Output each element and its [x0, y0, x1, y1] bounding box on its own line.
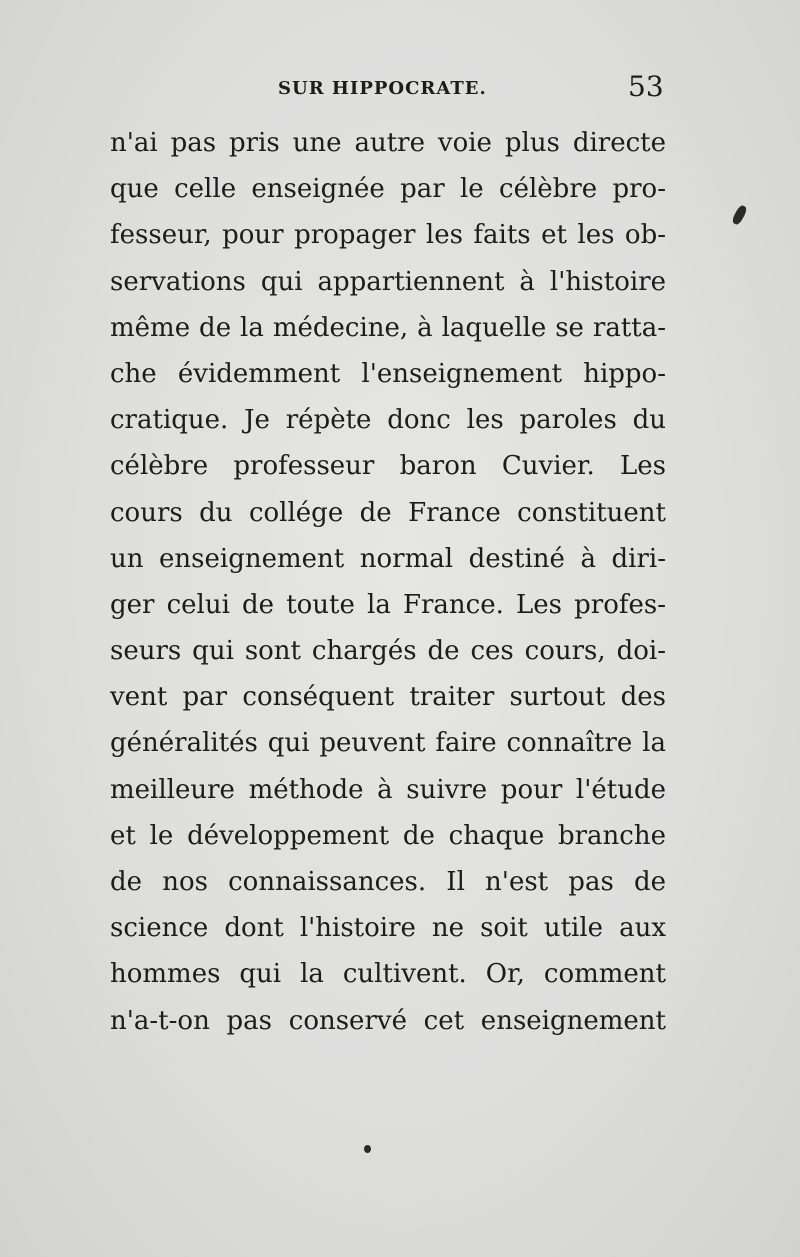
- running-title: SUR HIPPOCRATE.: [278, 78, 487, 99]
- text-line-15: meilleure méthode à suivre pour l'étude: [110, 774, 666, 805]
- body-text: [110, 120, 666, 1044]
- text-line-3: fesseur, pour propager les faits et les ob-: [110, 220, 666, 251]
- text-line-16: et le développement de chaque branche: [110, 820, 666, 851]
- text-line-5: même de la médecine, à laquelle se ratta-: [110, 312, 666, 343]
- text-line-18: science dont l'histoire ne soit utile aux: [110, 913, 666, 944]
- ink-speck: [731, 204, 748, 226]
- text-line-8: célèbre professeur baron Cuvier. Les: [110, 451, 666, 482]
- text-line-10: un enseignement normal destiné à diri-: [110, 543, 666, 574]
- ink-speck: [364, 1145, 371, 1153]
- text-line-6: che évidemment l'enseignement hippo-: [110, 358, 666, 389]
- text-line-20: n'a-t-on pas conservé cet enseignement: [110, 1005, 666, 1036]
- running-head: [0, 70, 800, 110]
- text-line-19: hommes qui la cultivent. Or, comment: [110, 959, 666, 990]
- text-line-11: ger celui de toute la France. Les profes-: [110, 589, 666, 620]
- text-line-13: vent par conséquent traiter surtout des: [110, 682, 666, 713]
- text-line-14: généralités qui peuvent faire connaître la: [110, 728, 666, 759]
- text-line-7: cratique. Je répète donc les paroles du: [110, 405, 666, 436]
- text-line-4: servations qui appartiennent à l'histoire: [110, 266, 666, 297]
- text-line-1: n'ai pas pris une autre voie plus directe: [110, 128, 666, 158]
- text-line-12: seurs qui sont chargés de ces cours, doi-: [110, 636, 666, 667]
- text-line-9: cours du collége de France constituent: [110, 497, 666, 528]
- text-line-17: de nos connaissances. Il n'est pas de: [110, 867, 666, 897]
- text-line-2: que celle enseignée par le célèbre pro-: [110, 174, 666, 205]
- page-number: 53: [628, 70, 664, 103]
